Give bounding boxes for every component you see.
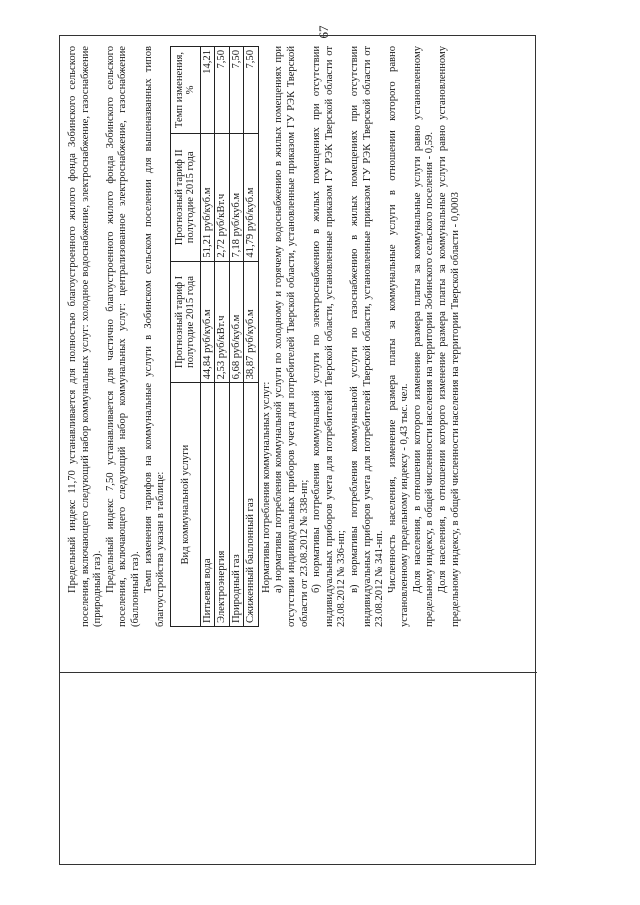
paragraph-norms-electricity: б) нормативы потребления коммунальной услуги по электроснабжению в жилых помещениях при отсутствии индивидуальных приборов учета для потребителей Тверской области, установленные приказом ГУ РЭК Тверской области от 23.08.2012 № 336-нп;	[311, 46, 348, 627]
cell-change-rate: 14,21	[200, 47, 215, 134]
cell-tariff-h2: 7,18 руб/куб.м	[229, 134, 244, 262]
header-tariff-h2: Прогнозный тариф II полугодие 2015 года	[170, 134, 200, 262]
paragraph-table-intro: Темп изменения тарифов на коммунальные услуги в Зобинском сельском поселении для вышеназванных типов благоустройства указан в таблице:	[142, 46, 167, 627]
cell-tariff-h2: 2,72 руб/кВт.ч	[215, 134, 230, 262]
table-row	[215, 47, 230, 627]
cell-tariff-h2: 41,79 руб/куб.м	[244, 134, 259, 262]
cell-service: Электроэнергия	[215, 383, 230, 627]
cell-tariff-h2: 51,21 руб/куб.м	[200, 134, 215, 262]
header-service: Вид коммунальной услуги	[170, 383, 200, 627]
frame-divider	[60, 672, 537, 673]
paragraph-norms-water: а) нормативы потребления коммунальной услуги по холодному и горячему водоснабжению в жилых помещениях при отсутствии индивидуальных приборов учета для потребителей Тверской области, установленные приказом ГУ РЭК Тверской области от 23.08.2012 № 338-нп;	[273, 46, 310, 627]
page-number-text: 67	[316, 25, 331, 39]
header-change-rate: Темп изменения, %	[170, 47, 200, 134]
cell-change-rate: 7,50	[229, 47, 244, 134]
paragraph-norms-heading: Нормативы потребления коммунальных услуг:	[260, 381, 272, 593]
cell-tariff-h1: 6,68 руб/куб.м	[229, 261, 244, 383]
table-row	[200, 47, 215, 627]
cell-tariff-h1: 2,53 руб/кВт.ч	[215, 261, 230, 383]
paragraph-population-share-settlement: Доля населения, в отношении которого изменение размера платы за коммунальные услуги равно установленному предельному индексу, в общей численности населения на территории Зобинского сельского поселения - 0,59.	[411, 46, 436, 627]
tariff-table-header-row	[170, 47, 200, 627]
tariff-table	[170, 46, 259, 627]
cell-change-rate: 7,50	[244, 47, 259, 134]
cell-change-rate: 7,50	[215, 47, 230, 134]
cell-tariff-h1: 38,87 руб/куб.м	[244, 261, 259, 383]
cell-tariff-h1: 44,84 руб/куб.м	[200, 261, 215, 383]
cell-service: Сжиженный баллонный газ	[244, 383, 259, 627]
paragraph-index-full: Предельный индекс 11,70 устанавливается для полностью благоустроенного жилого фонда Зобинского сельского поселения, включающего следующий набор коммунальных услуг: холодное водоснабжение, электроснабжение, газоснабжение (природный газ).	[67, 46, 104, 627]
rotated-text-block	[63, 40, 533, 635]
header-tariff-h1: Прогнозный тариф I полугодие 2015 года	[170, 261, 200, 383]
cell-service: Питьевая вода	[200, 383, 215, 627]
cell-service: Природный газ	[229, 383, 244, 627]
table-row	[229, 47, 244, 627]
document-body	[63, 40, 533, 635]
paragraph-norms-gas: в) нормативы потребления коммунальной услуги по газоснабжению в жилых помещениях при отсутствии индивидуальных приборов учета для потребителей Тверской области, установленные приказом ГУ РЭК Тверской области от 23.08.2012 № 341-нп.	[348, 46, 386, 627]
paragraph-population-count: Численность населения, изменение размера платы за коммунальные услуги в отношении которого равно установленному предельному индексу - 0,43 тыс. чел.	[386, 46, 411, 627]
paragraph-population-share-region: Доля населения, в отношении которого изменение размера платы за коммунальные услуги равно установленному предельному индексу, в общей численности населения на территории Тверской области - 0,0003	[437, 46, 461, 627]
table-row	[244, 47, 259, 627]
paragraph-index-partial: Предельный индекс 7,50 устанавливается для частично благоустроенного жилого фонда Зобинского сельского поселения, включающего следующий набор коммунальных услуг: централизованное электроснабжение, газоснабжение (баллонный газ).	[104, 46, 141, 627]
